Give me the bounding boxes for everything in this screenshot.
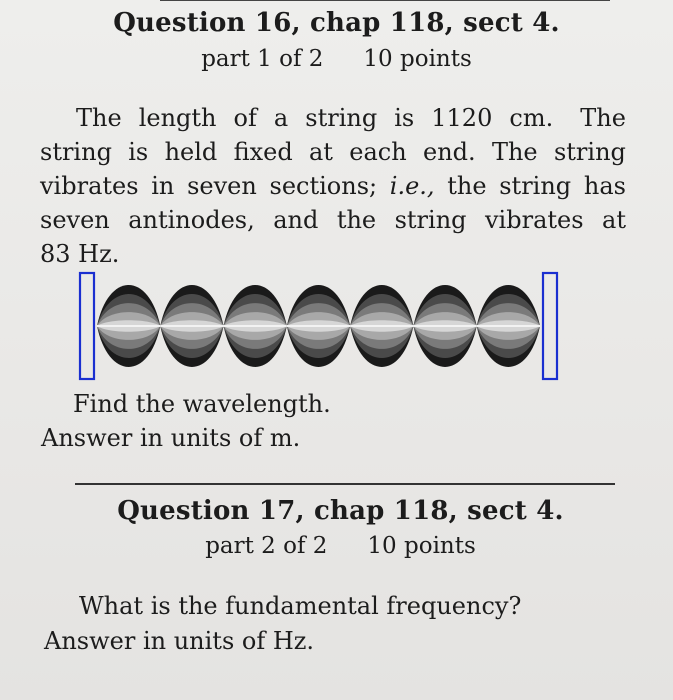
word: i.e., — [389, 172, 435, 200]
q16-part: part 1 of 2 — [201, 46, 324, 72]
problem-line-1 — [40, 101, 626, 135]
top-rule — [160, 0, 610, 1]
word: string — [394, 206, 467, 234]
word: is — [394, 104, 415, 132]
word: seven — [187, 172, 257, 200]
word: vibrates — [40, 172, 139, 200]
q16-answer-units: Answer in units of m. — [41, 424, 301, 452]
q16-problem-text — [40, 101, 626, 271]
q16-title: Question 16, chap 118, sect 4. — [113, 8, 560, 38]
word: each — [349, 138, 407, 166]
word: string — [499, 172, 572, 200]
word: The — [580, 104, 626, 132]
word: held — [164, 138, 218, 166]
word: The — [491, 138, 538, 166]
q16-subheading — [0, 46, 673, 72]
word: 1120 — [431, 104, 493, 132]
word: in — [151, 172, 175, 200]
word: antinodes, — [128, 206, 255, 234]
section-divider — [75, 483, 615, 485]
q17-answer-units: Answer in units of Hz. — [44, 627, 315, 655]
word: a — [273, 104, 289, 132]
word: has — [583, 172, 626, 200]
word: at — [309, 138, 333, 166]
word: string — [553, 138, 626, 166]
q17-points: 10 points — [367, 533, 476, 559]
word: vibrates — [485, 206, 584, 234]
q17-title: Question 17, chap 118, sect 4. — [117, 496, 564, 526]
word: cm. — [509, 104, 554, 132]
problem-line-3 — [40, 169, 626, 203]
problem-line-2 — [40, 135, 626, 169]
word: end. — [423, 138, 476, 166]
left-fixed-end — [80, 273, 94, 379]
word: the — [336, 206, 377, 234]
right-fixed-end — [543, 273, 557, 379]
q17-part: part 2 of 2 — [205, 533, 328, 559]
word: and — [273, 206, 319, 234]
word: The — [76, 104, 122, 132]
word: fixed — [233, 138, 293, 166]
word: length — [138, 104, 217, 132]
standing-wave — [97, 285, 540, 367]
word: string — [305, 104, 378, 132]
word: sections; — [269, 172, 378, 200]
standing-wave-figure — [70, 268, 570, 388]
q16-question: Find the wavelength. — [73, 390, 331, 418]
q17-subheading — [0, 533, 673, 559]
word: the — [447, 172, 487, 200]
word: of — [233, 104, 257, 132]
word: seven — [40, 206, 110, 234]
q17-question: What is the fundamental frequency? — [79, 592, 522, 620]
word: is — [128, 138, 149, 166]
problem-line-5: 83 Hz. — [40, 240, 120, 268]
word: string — [40, 138, 112, 166]
q16-points: 10 points — [363, 46, 472, 72]
word: at — [602, 206, 626, 234]
problem-line-4 — [40, 203, 626, 237]
